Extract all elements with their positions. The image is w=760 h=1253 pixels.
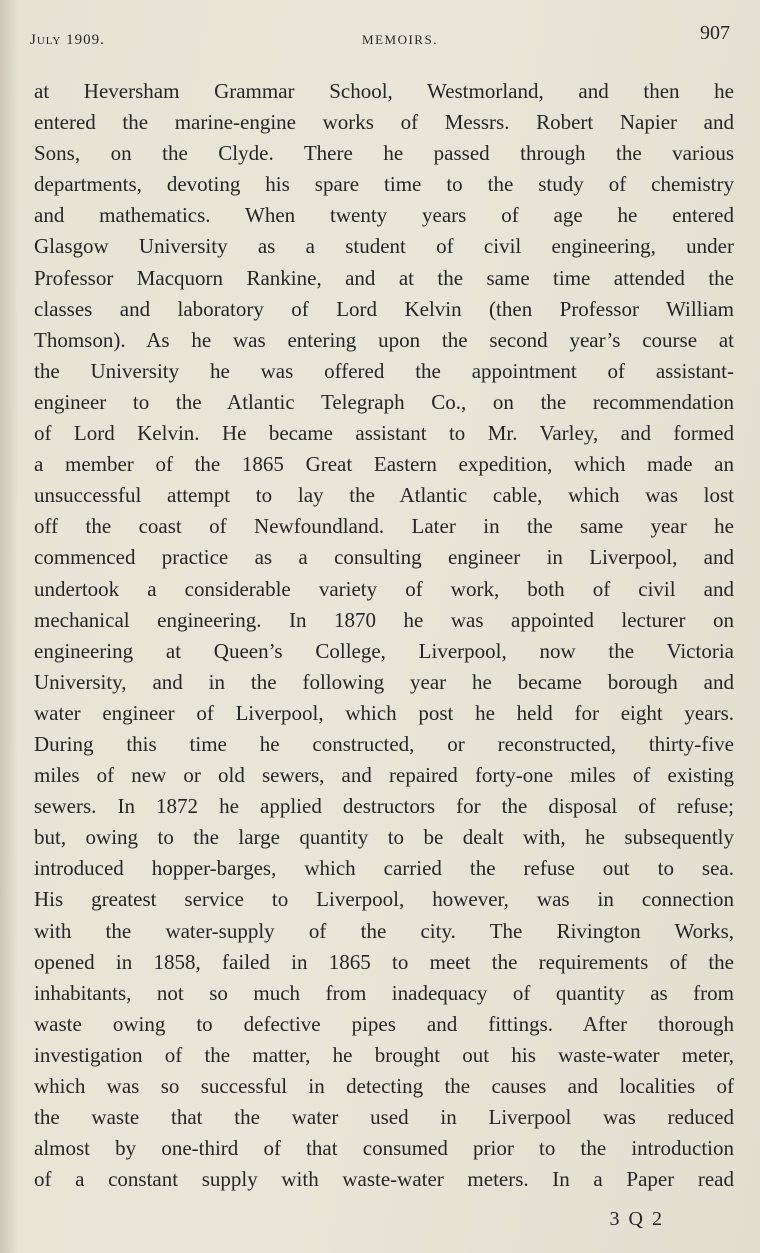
memoir-body-text bbox=[34, 76, 734, 1195]
text-line: sewers. In 1872 he applied destructors for the disposal of refuse; bbox=[34, 794, 734, 819]
text-line: off the coast of Newfoundland. Later in the same year he bbox=[34, 514, 734, 539]
text-line: waste owing to defective pipes and fittings. After thorough bbox=[34, 1011, 734, 1036]
text-line: and mathematics. When twenty years of age he entered bbox=[34, 203, 734, 228]
text-line: During this time he constructed, or reconstructed, thirty-five bbox=[34, 731, 734, 756]
text-line: which was so successful in detecting the causes and localities of bbox=[34, 1074, 734, 1098]
text-line: miles of new or old sewers, and repaired forty-one miles of existing bbox=[34, 763, 734, 788]
text-line: with the water-supply of the city. The Rivington Works, bbox=[34, 918, 734, 943]
text-line: a member of the 1865 Great Eastern expedition, which made an bbox=[34, 452, 734, 477]
text-line: undertook a considerable variety of work, both of civil and bbox=[34, 576, 734, 601]
text-line: Glasgow University as a student of civil engineering, under bbox=[34, 234, 734, 259]
text-line: Thomson). As he was entering upon the second year’s course at bbox=[34, 327, 734, 352]
text-line: engineer to the Atlantic Telegraph Co., on the recommendation bbox=[34, 389, 734, 414]
text-line: Professor Macquorn Rankine, and at the same time attended the bbox=[34, 265, 734, 290]
text-line: introduced hopper-barges, which carried the refuse out to sea. bbox=[34, 856, 734, 881]
text-line: entered the marine-engine works of Messrs. Robert Napier and bbox=[34, 110, 734, 135]
text-line: of a constant supply with waste-water meters. In a Paper read bbox=[34, 1167, 734, 1192]
header-date: July 1909. bbox=[30, 32, 105, 48]
text-line: mechanical engineering. In 1870 he was appointed lecturer on bbox=[34, 607, 734, 632]
text-line: departments, devoting his spare time to the study of chemistry bbox=[34, 172, 734, 197]
text-line: water engineer of Liverpool, which post he held for eight years. bbox=[34, 700, 734, 725]
page-number: 907 bbox=[700, 22, 730, 44]
text-line: University, and in the following year he became borough and bbox=[34, 669, 734, 694]
header-section-title: MEMOIRS. bbox=[362, 32, 438, 47]
text-line: the waste that the water used in Liverpool was reduced bbox=[34, 1105, 734, 1130]
text-line: His greatest service to Liverpool, however, was in connection bbox=[34, 887, 734, 912]
page-gutter-shadow bbox=[0, 0, 18, 1253]
text-line: almost by one-third of that consumed prior to the introduction bbox=[34, 1136, 734, 1161]
text-line: engineering at Queen’s College, Liverpool, now the Victoria bbox=[34, 638, 734, 663]
text-line: opened in 1858, failed in 1865 to meet the requirements of the bbox=[34, 949, 734, 974]
text-line: unsuccessful attempt to lay the Atlantic cable, which was lost bbox=[34, 483, 734, 508]
text-line: but, owing to the large quantity to be dealt with, he subsequently bbox=[34, 825, 734, 850]
printer-signature-mark: 3 Q 2 bbox=[609, 1208, 664, 1230]
text-line: inhabitants, not so much from inadequacy of quantity as from bbox=[34, 980, 734, 1005]
text-line: commenced practice as a consulting engineer in Liverpool, and bbox=[34, 545, 734, 570]
text-line: classes and laboratory of Lord Kelvin (then Professor William bbox=[34, 296, 734, 321]
text-line: the University he was offered the appointment of assistant- bbox=[34, 358, 734, 383]
running-head bbox=[30, 22, 730, 52]
text-line: of Lord Kelvin. He became assistant to Mr. Varley, and formed bbox=[34, 421, 734, 446]
text-line: Sons, on the Clyde. There he passed through the various bbox=[34, 141, 734, 166]
text-line: investigation of the matter, he brought out his waste-water meter, bbox=[34, 1042, 734, 1067]
text-line: at Heversham Grammar School, Westmorland, and then he bbox=[34, 79, 734, 103]
